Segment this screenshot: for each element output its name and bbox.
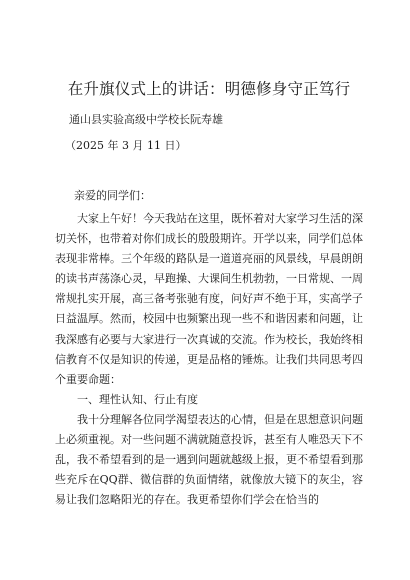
speech-body <box>55 209 363 510</box>
section-heading: 一、理性认知、行止有度 <box>77 392 198 406</box>
date-line: （2025 年 3 月 11 日） <box>65 139 187 152</box>
paragraph-opening: 大家上午好！今天我站在这里，既怀着对大家学习生活的深切关怀，也带着对你们成长的殷殷期许。开学以来，同学们总体表现非常棒。三个年级的路队是一道道亮丽的风景线，早晨朗朗的读书声荡涤心灵，早跑操、大课间生机勃勃，一日常规、一周常规扎实开展，高三备考张驰有度，问好声不绝于耳，实高学子日益温厚。然而，校园中也频繁出现一些不和谐因素和问题，让我深感有必要与大家进行一次真诚的交流。作为校长，我始终相信教育不仅是知识的传递，更是品格的锤炼。让我们共同思考四个重要命题： <box>55 212 363 386</box>
author-line: 通山县实验高级中学校长阮寿雄 <box>69 113 223 126</box>
paragraph-section-one: 我十分理解各位同学渴望表达的心情，但是在思想意识问题上必须重视。对一些问题不满就随意投诉，甚至有人唯恐天下不乱，我不希望看到的是一遇到问题就越级上报，更不希望看到那些充斥在QQ群、微信群的负面情绪，就像放大镜下的灰尘，容易让我们忽略阳光的存在。我更希望你们学会在恰当的 <box>55 412 363 507</box>
greeting: 亲爱的同学们： <box>74 189 151 202</box>
document-title: 在升旗仪式上的讲话：明德修身守正笃行 <box>67 80 351 98</box>
